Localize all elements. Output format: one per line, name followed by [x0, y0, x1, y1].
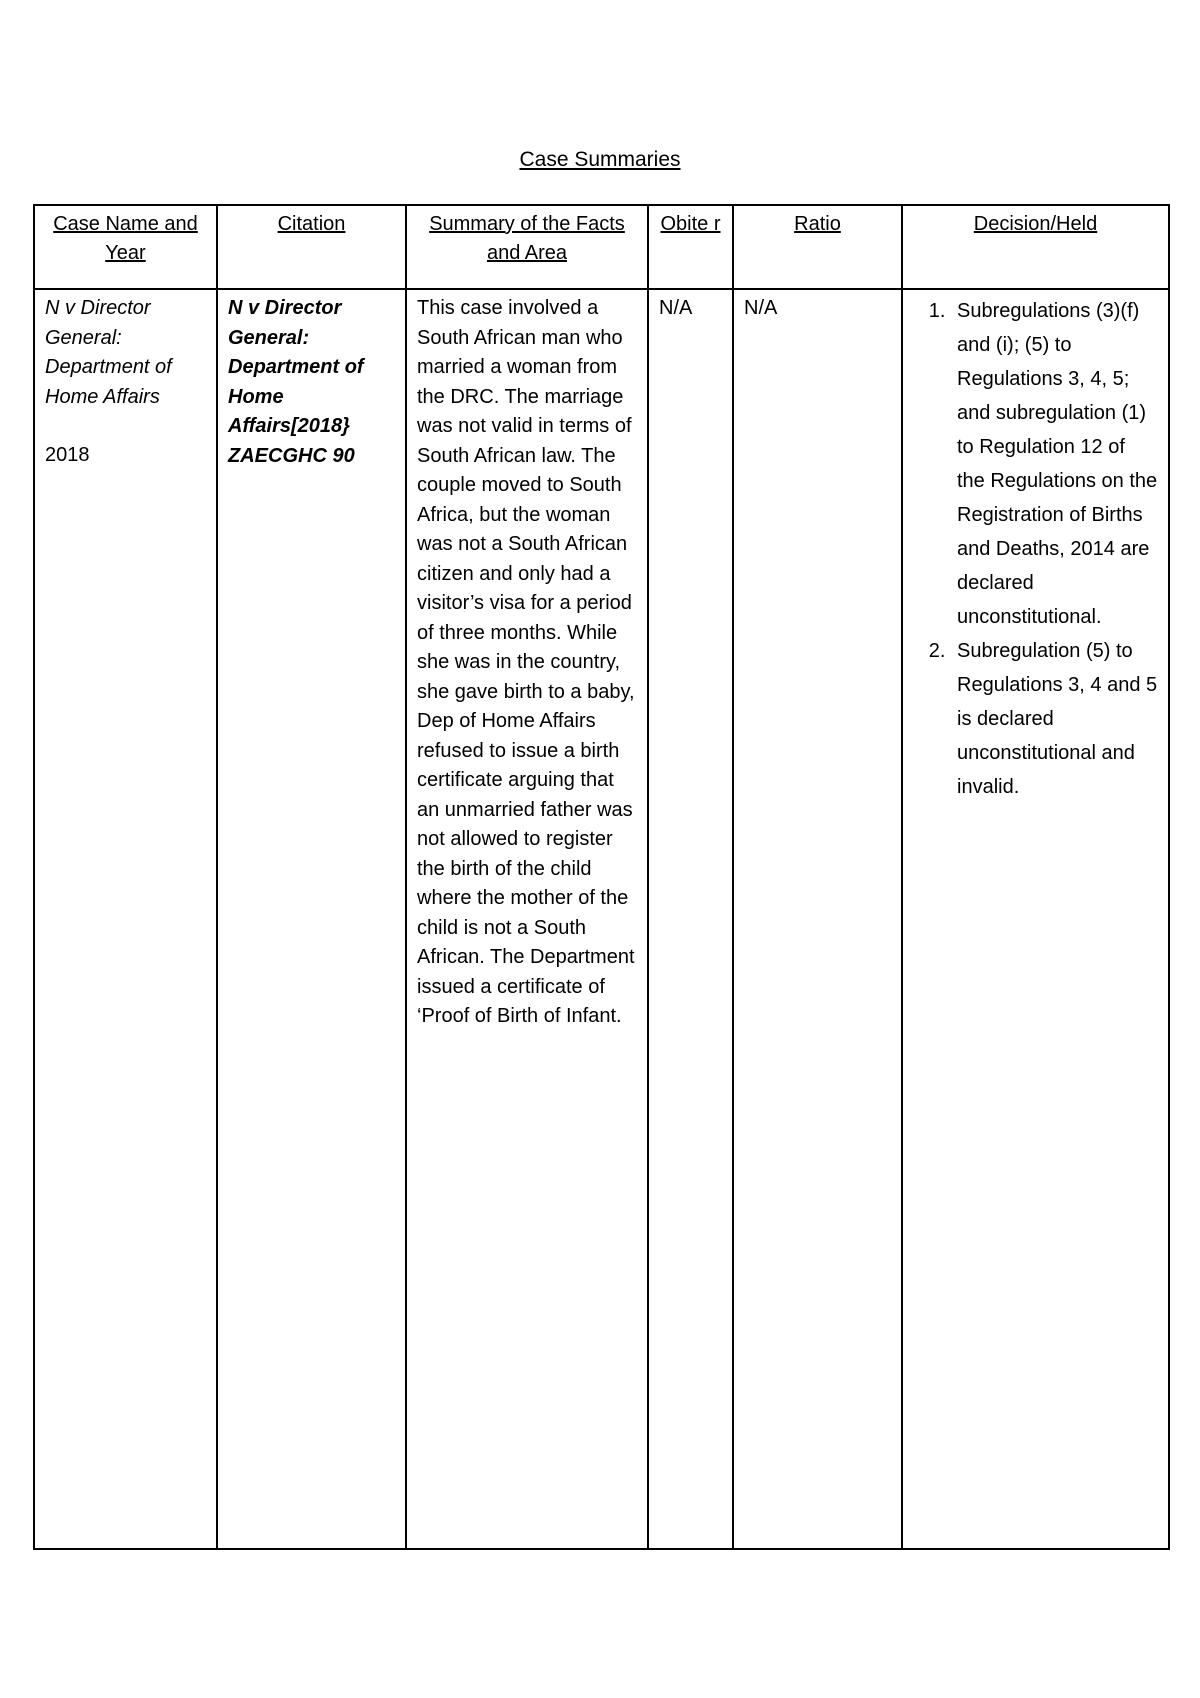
decision-cell	[902, 289, 1169, 1549]
page-title: Case Summaries	[519, 148, 681, 171]
header-row	[34, 205, 1169, 289]
case-name: N v Director General: Department of Home Affairs	[45, 297, 172, 408]
ratio-cell	[733, 289, 902, 1549]
ratio-value: N/A	[744, 297, 778, 319]
header-ratio: Ratio	[733, 205, 902, 289]
citation: N v Director General: Department of Home Affairs[2018} ZAECGHC 90	[228, 297, 364, 467]
header-summary: Summary of the Facts and Area	[406, 205, 648, 289]
header-citation: Citation	[217, 205, 406, 289]
case-year: 2018	[45, 444, 90, 466]
case-summary-table	[33, 204, 1170, 1550]
decision-item-1: 1. Subregulations (3)(f) and (i); (5) to Regulations 3, 4, 5; and subregulation (1) to Regulation 12 of the Regulations on the Registration of Births and Deaths, 2014 are declared unconstitutional.	[951, 294, 1158, 634]
summary-text: This case involved a South African man who married a woman from the DRC. The marriage was not valid in terms of South African law. The couple moved to South Africa, but the woman was not a South African citizen and only had a visitor’s visa for a period of three months. While she was in the country, she gave birth to a baby, Dep of Home Affairs refused to issue a birth certificate arguing that an unmarried father was not allowed to register the birth of the child where the mother of the child is not a South African. The Department issued a certificate of ‘Proof of Birth of Infant.	[417, 297, 635, 1027]
decision-item-2: 2. Subregulation (5) to Regulations 3, 4 and 5 is declared unconstitutional and invalid.	[951, 634, 1158, 804]
obiter-cell	[648, 289, 733, 1549]
header-obiter: Obite r	[648, 205, 733, 289]
decision-list	[913, 294, 1158, 804]
obiter-value: N/A	[659, 297, 693, 319]
header-decision: Decision/Held	[902, 205, 1169, 289]
table-row	[34, 289, 1169, 1549]
citation-cell	[217, 289, 406, 1549]
case-name-cell	[34, 289, 217, 1549]
header-case-name: Case Name and Year	[34, 205, 217, 289]
summary-cell	[406, 289, 648, 1549]
